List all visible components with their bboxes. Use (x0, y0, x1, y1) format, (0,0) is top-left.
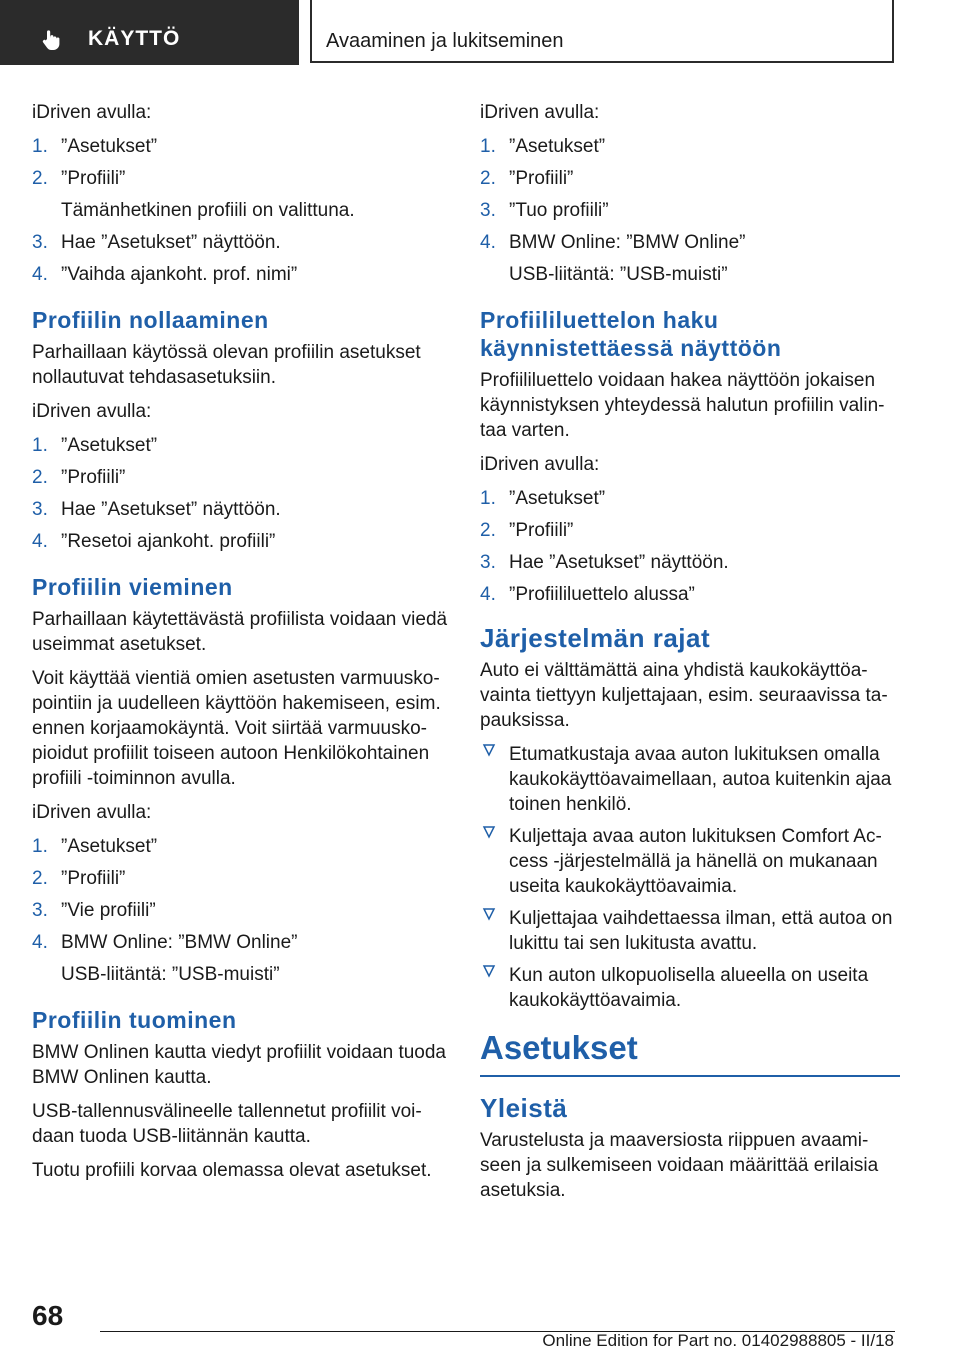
steps-list (32, 134, 452, 287)
paragraph: Voit käyttää vientiä omien asetusten varmuuskopointiin ja uudelleen käyttöön hakemiseen, esim. ennen korjaamokäyntä. Voit siirtää varmuuskopioidut profiilit toiseen autoon Henkilökohtainen profiili -toiminnon avulla. (32, 668, 441, 789)
paragraph: Profiililuettelo voidaan hakea näyttöön jokaisen käynnistyksen yhteydessä halutun profiilin valintaa varten. (480, 370, 885, 441)
chapter-tab (310, 0, 894, 63)
list-item: 1. ”Asetukset” (32, 435, 158, 456)
triangle-bullet-icon (482, 907, 496, 921)
chapter-heading: Asetukset (480, 1031, 900, 1077)
list-item: 3. Hae ”Asetukset” näyttöön. (32, 499, 281, 520)
step-number: 2. (32, 467, 48, 488)
list-item: 2. ”Profiili” (480, 520, 574, 541)
step-number: 4. (32, 932, 48, 953)
paragraph: iDriven avulla: (32, 102, 152, 123)
step-number: 2. (32, 868, 48, 889)
step-number: 1. (32, 836, 48, 857)
paragraph: Parhaillaan käytössä olevan profiilin asetukset nollautuvat tehdasasetuksiin. (32, 342, 421, 388)
list-item: 1. ”Asetukset” (32, 136, 158, 157)
list-item: 4. BMW Online: ”BMW Online” USB-liitäntä: ”USB-muisti” (32, 930, 452, 987)
step-number: 1. (32, 435, 48, 456)
bullet-list (480, 742, 900, 1013)
section-heading: Profiilin nollaaminen (32, 307, 269, 333)
list-item: 1. ”Asetukset” (480, 136, 606, 157)
paragraph: USB-tallennusvälineelle tallennetut profiilit voidaan tuoda USB-liitännän kautta. (32, 1101, 422, 1147)
section-heading: Järjestelmän rajat (480, 623, 711, 653)
list-item: 2. ”Profiili” (480, 168, 574, 189)
section-tab (0, 0, 299, 65)
triangle-bullet-icon (482, 964, 496, 978)
step-number: 4. (480, 584, 496, 605)
list-item: 3. Hae ”Asetukset” näyttöön. (480, 552, 729, 573)
section-heading: Profiilin tuominen (32, 1007, 237, 1033)
section-heading: Profiililuettelon haku käynnistettäessä näyttöön (480, 307, 782, 361)
step-number: 1. (32, 136, 48, 157)
paragraph: Tuotu profiili korvaa olemassa olevat asetukset. (32, 1160, 432, 1181)
step-number: 2. (480, 520, 496, 541)
step-number: 4. (480, 232, 496, 253)
section-heading: Yleistä (480, 1093, 568, 1123)
right-column (480, 100, 900, 1212)
step-note: USB-liitäntä: ”USB-muisti” (509, 264, 728, 285)
step-number: 2. (32, 168, 48, 189)
step-number: 3. (32, 499, 48, 520)
step-number: 3. (32, 232, 48, 253)
list-item: Kuljettajaa vaihdettaessa ilman, että autoa on lukittu tai sen lukitusta avattu. (480, 906, 900, 956)
steps-list (480, 486, 900, 607)
paragraph: iDriven avulla: (32, 401, 152, 422)
triangle-bullet-icon (482, 825, 496, 839)
list-item: 3. ”Tuo profiili” (480, 200, 609, 221)
list-item: 1. ”Asetukset” (480, 488, 606, 509)
list-item: 2. ”Profiili” (32, 467, 126, 488)
list-item: 4. ”Vaihda ajankoht. prof. nimi” (32, 264, 298, 285)
page-number: 68 (32, 1300, 64, 1331)
edition-note: Online Edition for Part no. 01402988805 - II/18 (542, 1331, 894, 1350)
step-note: Tämänhetkinen profiili on valittuna. (61, 200, 355, 221)
step-note: USB-liitäntä: ”USB-muisti” (61, 964, 280, 985)
chapter-title: Avaaminen ja lukitseminen (326, 30, 564, 52)
list-item: 3. Hae ”Asetukset” näyttöön. (32, 232, 281, 253)
list-item: 1. ”Asetukset” (32, 836, 158, 857)
list-item: 4. ”Profiililuettelo alussa” (480, 584, 695, 605)
step-number: 3. (480, 552, 496, 573)
list-item: 4. ”Resetoi ajankoht. profiili” (32, 531, 276, 552)
list-item: Kuljettaja avaa auton lukituksen Comfort Access -järjestelmällä ja hänellä on mukanaan useita kaukokäyttöavaimia. (480, 824, 900, 899)
section-label: KÄYTTÖ (88, 27, 181, 50)
steps-list (32, 834, 452, 987)
paragraph: BMW Onlinen kautta viedyt profiilit voidaan tuoda BMW Onlinen kautta. (32, 1042, 446, 1088)
list-item: 4. BMW Online: ”BMW Online” USB-liitäntä: ”USB-muisti” (480, 230, 900, 287)
paragraph: Auto ei välttämättä aina yhdistä kaukokäyttöavainta tiettyyn kuljettajaan, esim. seuraavissa tapauksissa. (480, 660, 888, 731)
step-number: 2. (480, 168, 496, 189)
section-heading: Profiilin vieminen (32, 574, 233, 600)
paragraph: iDriven avulla: (32, 802, 152, 823)
step-number: 1. (480, 136, 496, 157)
step-number: 1. (480, 488, 496, 509)
list-item: Etumatkustaja avaa auton lukituksen omalla kaukokäyttöavaimellaan, autoa kuitenkin ajaa toinen henkilö. (480, 742, 900, 817)
step-number: 4. (32, 264, 48, 285)
list-item: 2. ”Profiili” (32, 868, 126, 889)
left-column (32, 100, 452, 1192)
triangle-bullet-icon (482, 743, 496, 757)
steps-list (32, 433, 452, 554)
steps-list (480, 134, 900, 287)
paragraph: iDriven avulla: (480, 102, 600, 123)
list-item: 3. ”Vie profiili” (32, 900, 156, 921)
paragraph: Parhaillaan käytettävästä profiilista voidaan viedä useimmat asetukset. (32, 609, 448, 655)
paragraph: iDriven avulla: (480, 454, 600, 475)
paragraph: Varustelusta ja maaversiosta riippuen avaamiseen ja sulkemiseen voidaan määrittää erilaisia asetuksia. (480, 1130, 879, 1201)
step-number: 3. (480, 200, 496, 221)
step-number: 4. (32, 531, 48, 552)
list-item: 2. ”Profiili” Tämänhetkinen profiili on valittuna. (32, 166, 452, 223)
list-item: Kun auton ulkopuolisella alueella on useita kaukokäyttöavaimia. (480, 963, 900, 1013)
hand-pointer-icon (40, 28, 64, 52)
step-number: 3. (32, 900, 48, 921)
